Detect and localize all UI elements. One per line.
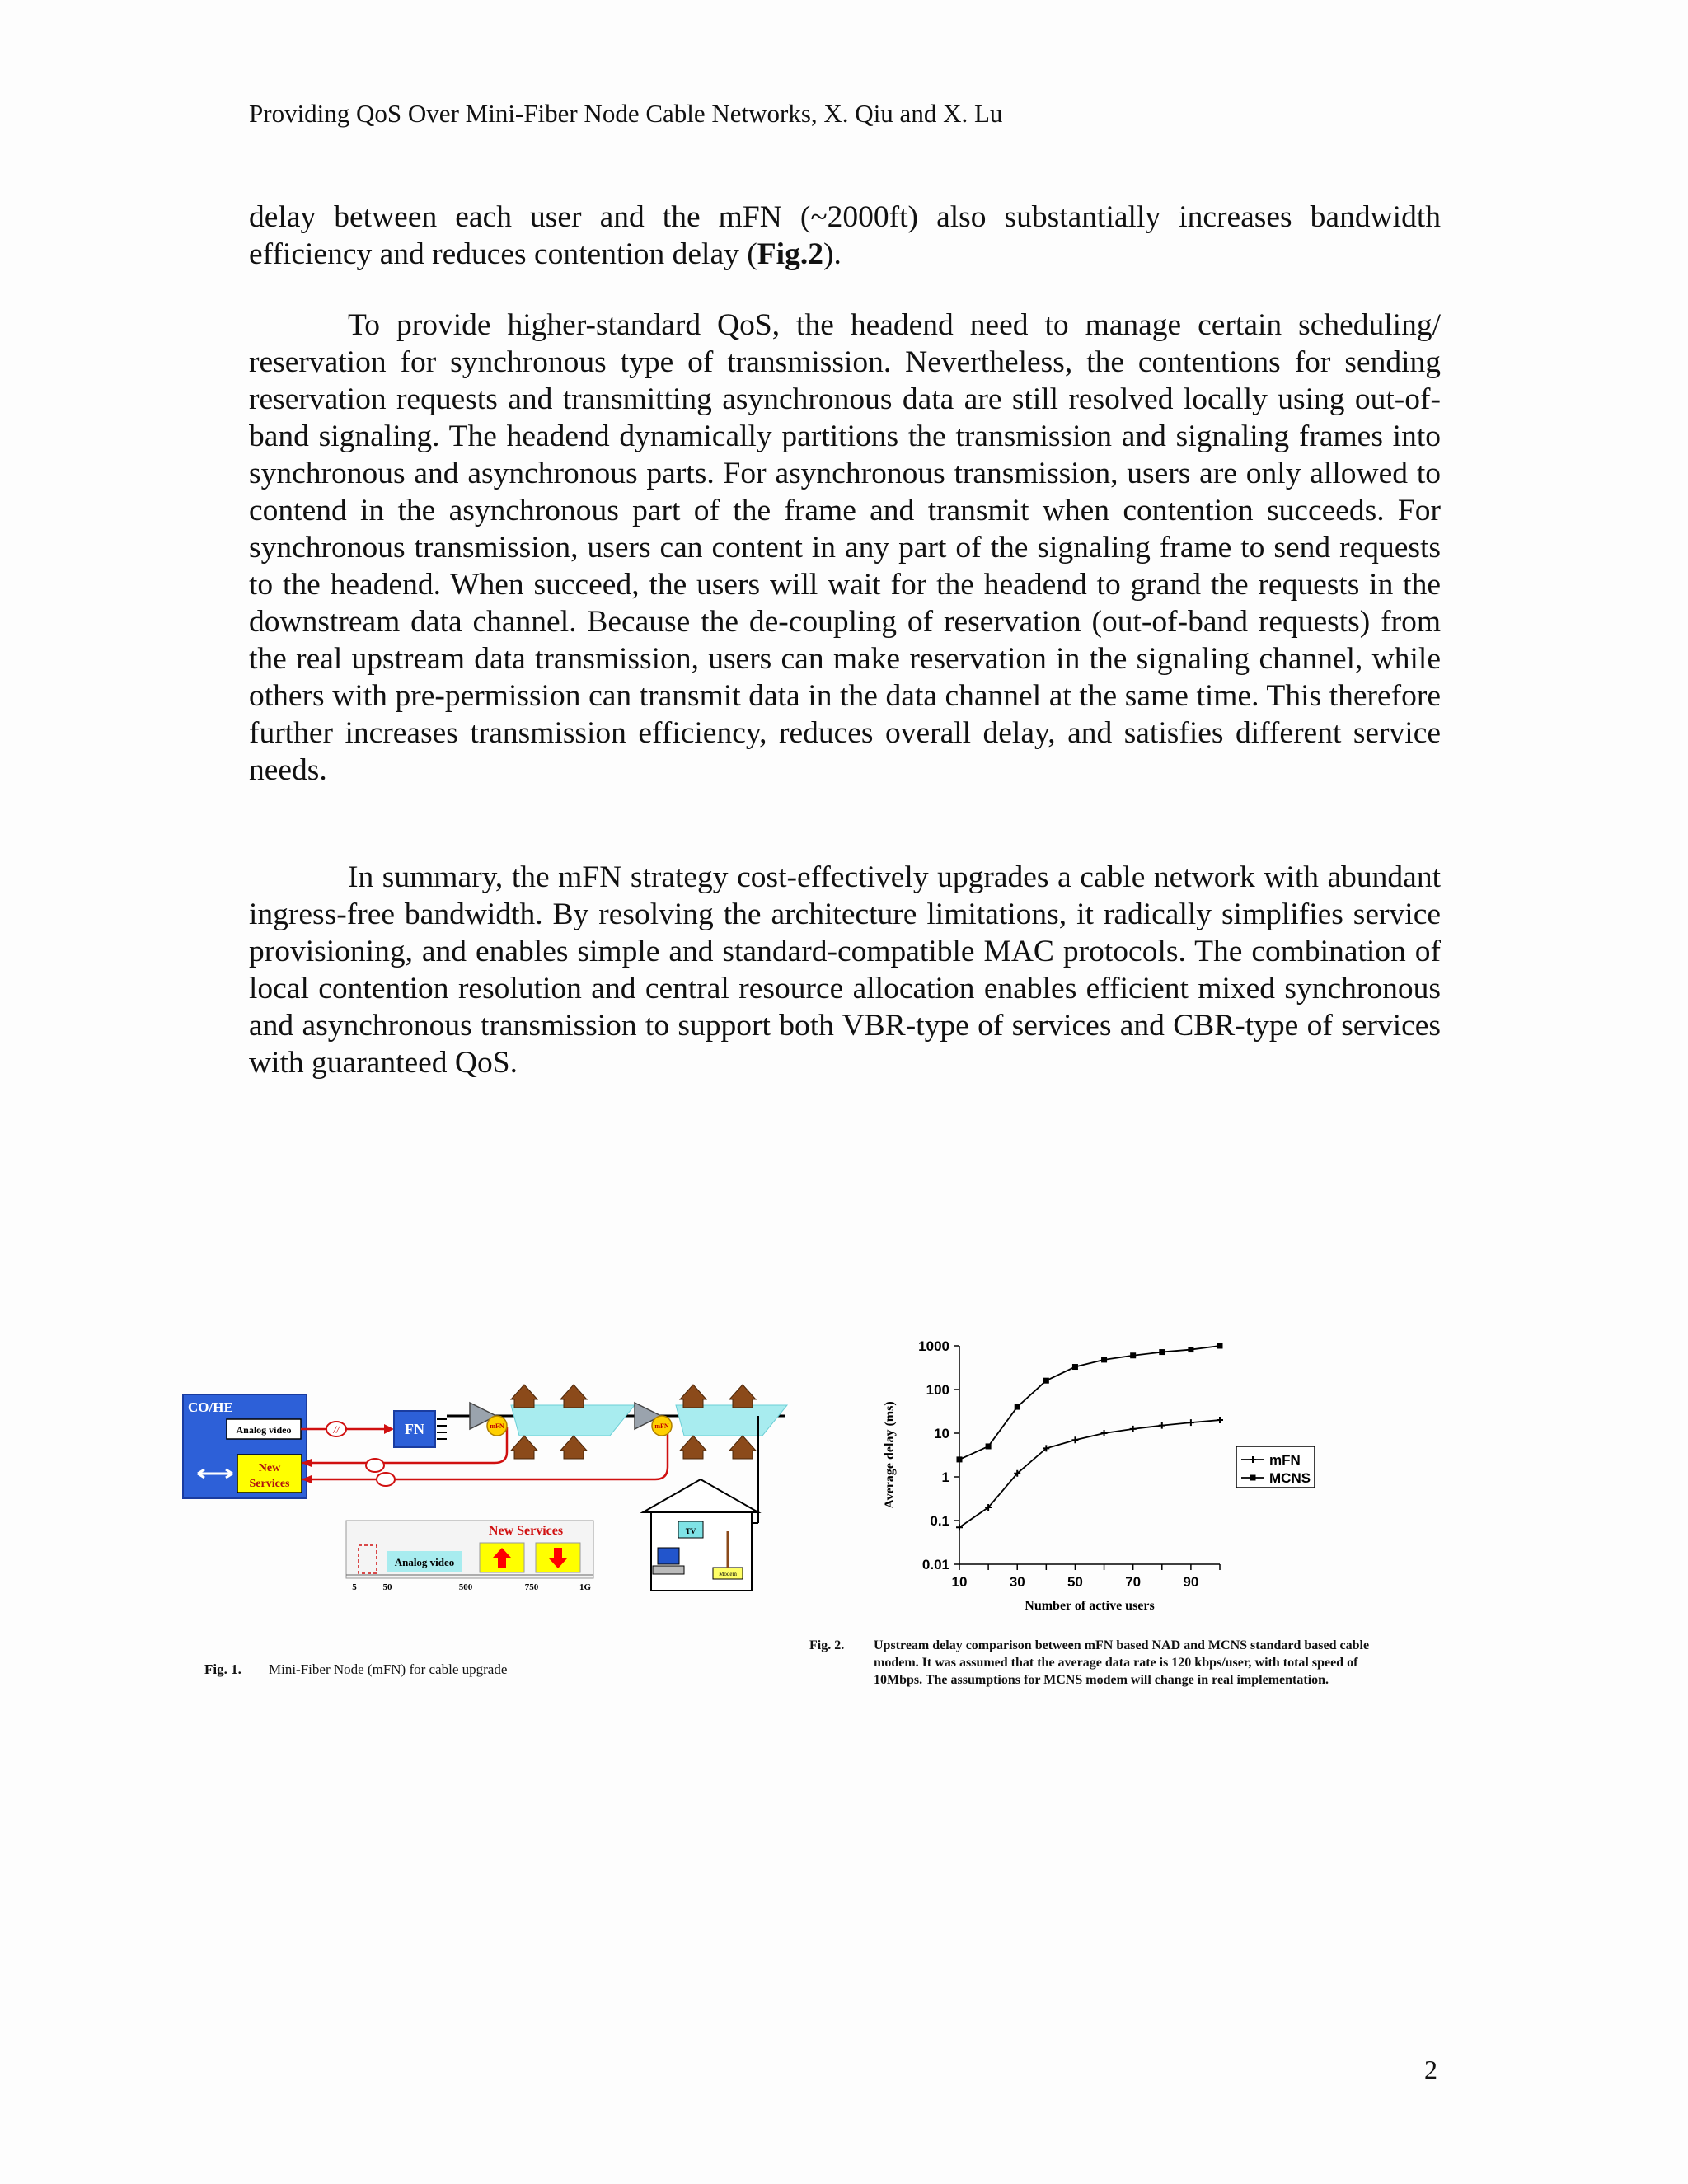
data-point-MCNS xyxy=(1015,1404,1020,1410)
paragraph-2 xyxy=(249,307,1441,789)
figure-2-caption-label: Fig. 2. xyxy=(809,1638,845,1652)
paragraph-2-text: To provide higher-standard QoS, the headend need to manage certain scheduling/ reservation for synchronous type of transmission. Nevertheless, the contentions for sending reservation requests and transmitting asynchronous data are still resolved locally using out-of-band signaling. The headend dynamically partitions the transmission and signaling frames into synchronous and asynchronous parts. For asynchronous transmission, users are only allowed to contend in the asynchronous part of the frame and transmit when contention succeeds. For synchronous transmission, users can content in any part of the signaling frame to send requests to the headend. When succeed, the users will wait for the headend to grand the requests in the downstream data channel. Because the de-coupling of reservation (out-of-band requests) from the real upstream data transmission, users can make reservation in the signaling channel, while others with pre-permission can transmit data in the data channel at the same time. This therefore further increases transmission efficiency, reduces overall delay, and satisfies different service needs. xyxy=(249,308,1441,787)
paragraph-1-text: delay between each user and the mFN (~2000ft) also substantially increases bandwidth efficiency and reduces contention delay ( xyxy=(249,200,1441,271)
legend-label-MCNS: MCNS xyxy=(1269,1470,1311,1486)
data-point-mFN xyxy=(1188,1419,1194,1426)
y-tick-label: 0.1 xyxy=(930,1513,950,1529)
y-tick-label: 0.01 xyxy=(921,1557,950,1572)
y-tick-label: 1000 xyxy=(918,1338,950,1354)
paragraph-3-text: In summary, the mFN strategy cost-effectively upgrades a cable network with abundant ingress-free bandwidth. By resolving the architecture limitations, it radically simplifies service provisioning, and enables simple and standard-compatible MAC protocols. The combination of local contention resolution and central resource allocation enables efficient mixed synchronous and asynchronous transmission to support both VBR-type of services and CBR-type of services with guaranteed QoS. xyxy=(249,860,1441,1080)
figure-2-caption xyxy=(809,1637,1386,1689)
figure-1-diagram xyxy=(181,1360,808,1624)
fn-label: FN xyxy=(405,1421,424,1437)
data-point-mFN xyxy=(1159,1422,1165,1429)
running-header: Providing QoS Over Mini-Fiber Node Cable Networks, X. Qiu and X. Lu xyxy=(249,99,1003,128)
x-tick-label: 70 xyxy=(1125,1574,1142,1590)
y-tick-label: 10 xyxy=(934,1426,950,1441)
figure-2-chart xyxy=(874,1323,1335,1628)
chart-legend xyxy=(1236,1446,1315,1488)
data-point-mFN xyxy=(1101,1430,1108,1436)
spectrum-tick: 500 xyxy=(458,1582,473,1592)
figure-1-caption-text: Mini-Fiber Node (mFN) for cable upgrade xyxy=(269,1661,508,1677)
x-axis-title: Number of active users xyxy=(1025,1599,1155,1613)
figure-2-caption-text: Upstream delay comparison between mFN based NAD and MCNS standard based cable modem. It was assumed that the average data rate is 120 kbps/user, with total speed of 10Mbps. The assumptions for MCNS modem will change in real implementation. xyxy=(874,1638,1370,1687)
data-point-mFN xyxy=(1217,1417,1223,1423)
y-tick-label: 100 xyxy=(926,1382,950,1398)
x-tick-label: 30 xyxy=(1009,1574,1025,1590)
figure-1-caption xyxy=(204,1661,584,1678)
data-point-mFN xyxy=(1130,1426,1137,1432)
legend-marker-MCNS xyxy=(1250,1475,1256,1481)
x-tick-label: 50 xyxy=(1067,1574,1083,1590)
figure-reference: Fig.2 xyxy=(757,237,823,271)
data-point-MCNS xyxy=(986,1443,992,1449)
spectrum-new-services-title: New Services xyxy=(488,1524,564,1538)
spectrum-tick: 1G xyxy=(579,1582,592,1592)
new-services-label-1: New xyxy=(258,1462,281,1474)
data-point-MCNS xyxy=(1072,1364,1078,1370)
spectrum-tick: 750 xyxy=(524,1582,539,1592)
paragraph-1-end: ). xyxy=(823,237,842,271)
data-point-MCNS xyxy=(1217,1343,1223,1349)
co-he-label: CO/HE xyxy=(188,1399,233,1415)
computer-icon xyxy=(658,1548,679,1564)
paragraph-1 xyxy=(249,199,1441,273)
chart-axes xyxy=(883,1338,1220,1613)
chart-series xyxy=(956,1343,1223,1531)
spectrum-analog-label: Analog video xyxy=(394,1556,455,1568)
svg-text://: // xyxy=(333,1423,340,1436)
new-services-label-2: Services xyxy=(249,1478,290,1490)
x-tick-label: 10 xyxy=(951,1574,968,1590)
page-number: 2 xyxy=(1424,2055,1437,2084)
x-tick-label: 90 xyxy=(1183,1574,1199,1590)
analog-video-label: Analog video xyxy=(236,1424,292,1436)
modem-label: Modem xyxy=(719,1571,737,1577)
data-point-MCNS xyxy=(957,1456,963,1462)
mfn-label-2: mFN xyxy=(654,1422,669,1430)
mfn-label-1: mFN xyxy=(490,1422,504,1430)
spectrum-tick: 50 xyxy=(382,1582,392,1592)
data-point-mFN xyxy=(1071,1436,1078,1443)
data-point-MCNS xyxy=(1188,1347,1193,1352)
y-axis-title: Average delay (ms) xyxy=(883,1401,897,1509)
series-line-mFN xyxy=(959,1420,1220,1527)
legend-label-mFN: mFN xyxy=(1269,1452,1301,1468)
figure-1-caption-label: Fig. 1. xyxy=(204,1661,241,1677)
series-line-MCNS xyxy=(959,1346,1220,1460)
data-point-MCNS xyxy=(1043,1378,1049,1384)
data-point-MCNS xyxy=(1101,1357,1107,1362)
data-point-MCNS xyxy=(1159,1349,1165,1355)
y-tick-label: 1 xyxy=(941,1469,950,1485)
spectrum-tick: 5 xyxy=(352,1582,357,1592)
subscriber-house-icon xyxy=(643,1479,758,1591)
data-point-MCNS xyxy=(1130,1352,1136,1358)
paragraph-3 xyxy=(249,859,1441,1081)
tv-label: TV xyxy=(685,1527,696,1535)
